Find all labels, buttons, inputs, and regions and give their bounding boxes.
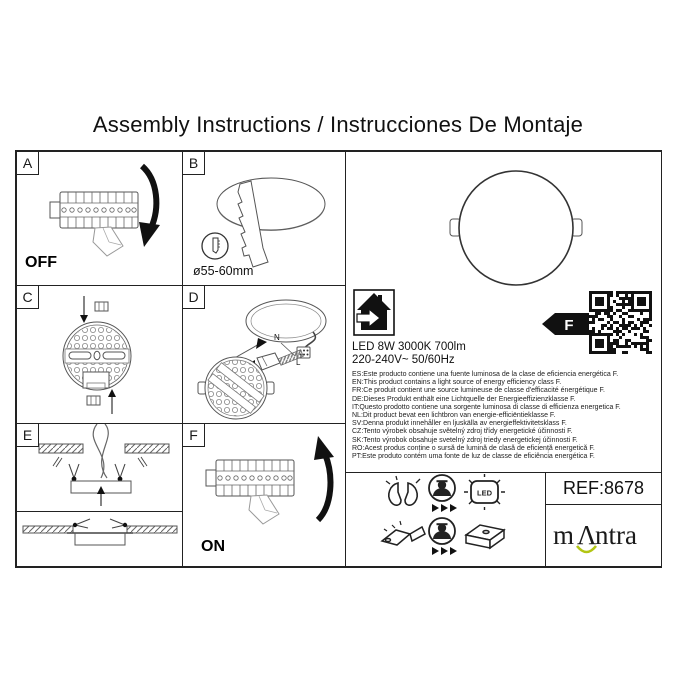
terminal-block-icon <box>50 192 138 228</box>
service-person-icon-2 <box>429 518 457 555</box>
energy-note-es: ES:Este producto contiene una fuente luminosa de la clase de eficiencia energética F. <box>352 371 619 378</box>
product-specs <box>352 341 466 367</box>
instruction-grid <box>15 150 662 568</box>
reference-number: REF:8678 <box>562 478 645 498</box>
wire-n-label: N <box>274 333 280 342</box>
replaceability-icons-cell <box>346 473 546 566</box>
brand-part-ntra: ntra <box>594 519 637 550</box>
brand-cell <box>546 505 661 566</box>
panel-c <box>17 286 183 424</box>
replaceability-icons <box>346 473 546 566</box>
qr-code <box>589 291 652 354</box>
energy-note-sv: SV:Denna produkt innehåller en ljuskälla av energieffektivitetsklass F. <box>352 420 567 428</box>
rotate-on-arrow-icon <box>314 436 334 520</box>
energy-class-letter: F <box>564 317 574 334</box>
supply-wires-icon <box>93 424 108 478</box>
off-caption: OFF <box>25 254 57 271</box>
page-title: Assembly Instructions / Instrucciones De Montaje <box>92 112 584 137</box>
energy-note-en: EN:This product contains a light source of energy efficiency class F. <box>352 379 562 387</box>
panel-f <box>183 424 346 566</box>
energy-note-nl: NL:Dit product bevat een lichtbron van energie-efficiëntieklasse F. <box>352 412 556 420</box>
energy-note-cz: CZ:Tento výrobek obsahuje světelný zdroj třídy energetické účinnosti F. <box>352 428 573 436</box>
rotate-off-arrow-icon <box>139 166 160 247</box>
energy-note-pt: PT:Este produto contém uma fonte de luz de classe de eficiência energética F. <box>352 453 595 461</box>
ceiling-install-diagram <box>17 424 183 566</box>
brand-part-m: m <box>552 519 574 550</box>
hole-diameter-label: ø55-60mm <box>193 264 254 278</box>
connector-plug-icon <box>257 353 280 370</box>
arrows-right-icon <box>432 504 457 512</box>
energy-note-de: DE:Dieses Produkt enthält eine Lichtquelle der Energieeffizienzklasse F. <box>352 395 576 403</box>
panel-d <box>183 286 346 424</box>
energy-note-fr: FR:Ce produit contient une source lumineuse de classe d'efficacité énergétique F. <box>352 387 605 395</box>
downlight-face <box>459 171 573 285</box>
terminal-block-icon <box>206 460 294 496</box>
led-module-icon <box>464 474 505 510</box>
panel-c-label: C <box>17 286 39 309</box>
broken-lamp-icon <box>386 476 420 505</box>
wiring-diagram <box>183 286 346 424</box>
hole-saw-icon <box>202 233 228 259</box>
broken-gear-icon <box>382 521 425 545</box>
specs-line1: LED 8W 3000K 700lm <box>352 341 466 353</box>
mantra-logo <box>551 515 657 557</box>
panel-b-label: B <box>183 152 205 175</box>
product-front-view <box>441 156 591 301</box>
clip-icon-bottom <box>87 396 100 405</box>
driver-plate-diagram <box>17 286 183 424</box>
energy-class-arrow-icon <box>542 312 590 336</box>
energy-note-ro: RO:Acest produs conține o sursă de lumină de clasă de eficiență energetică F. <box>352 444 595 452</box>
panel-a-label: A <box>17 152 39 175</box>
panel-b <box>183 152 346 286</box>
spring-clips-up-icon <box>53 457 147 481</box>
screwdriver-icon <box>249 495 279 524</box>
panel-e-label: E <box>17 424 39 447</box>
installed-view-icon <box>23 519 177 545</box>
on-caption: ON <box>201 538 225 555</box>
energy-note-sk: SK:Tento výrobok obsahuje svetelný zdroj triedy energetickej účinnosti F. <box>352 436 578 444</box>
specs-line2: 220-240V~ 50/60Hz <box>352 354 455 366</box>
panel-light-icon <box>246 300 326 358</box>
ceiling-disc-icon <box>217 178 325 230</box>
insert-arrow-bottom <box>108 389 116 414</box>
panel-d-label: D <box>183 286 205 309</box>
driver-plate-icon <box>63 322 131 390</box>
panel-a <box>17 152 183 286</box>
service-person-icon-1 <box>429 475 457 512</box>
house-indoor-icon <box>353 289 395 336</box>
energy-efficiency-notes <box>352 371 657 461</box>
panel-e <box>17 424 183 566</box>
clip-icon-top <box>95 302 108 311</box>
panel-f-label: F <box>183 424 205 447</box>
wire-l-label: L <box>296 358 301 367</box>
brand-part-a: Λ <box>576 519 597 550</box>
screwdriver-icon <box>93 227 123 256</box>
ref-cell <box>546 473 661 505</box>
svg-text:LED: LED <box>477 488 492 498</box>
arrows-right-icon <box>432 547 457 555</box>
energy-note-it: IT:Questo prodotto contiene una sorgente luminosa di classe di efficienza energetica F. <box>352 403 621 411</box>
control-gear-icon <box>466 525 504 548</box>
insert-arrow-top <box>80 296 88 323</box>
